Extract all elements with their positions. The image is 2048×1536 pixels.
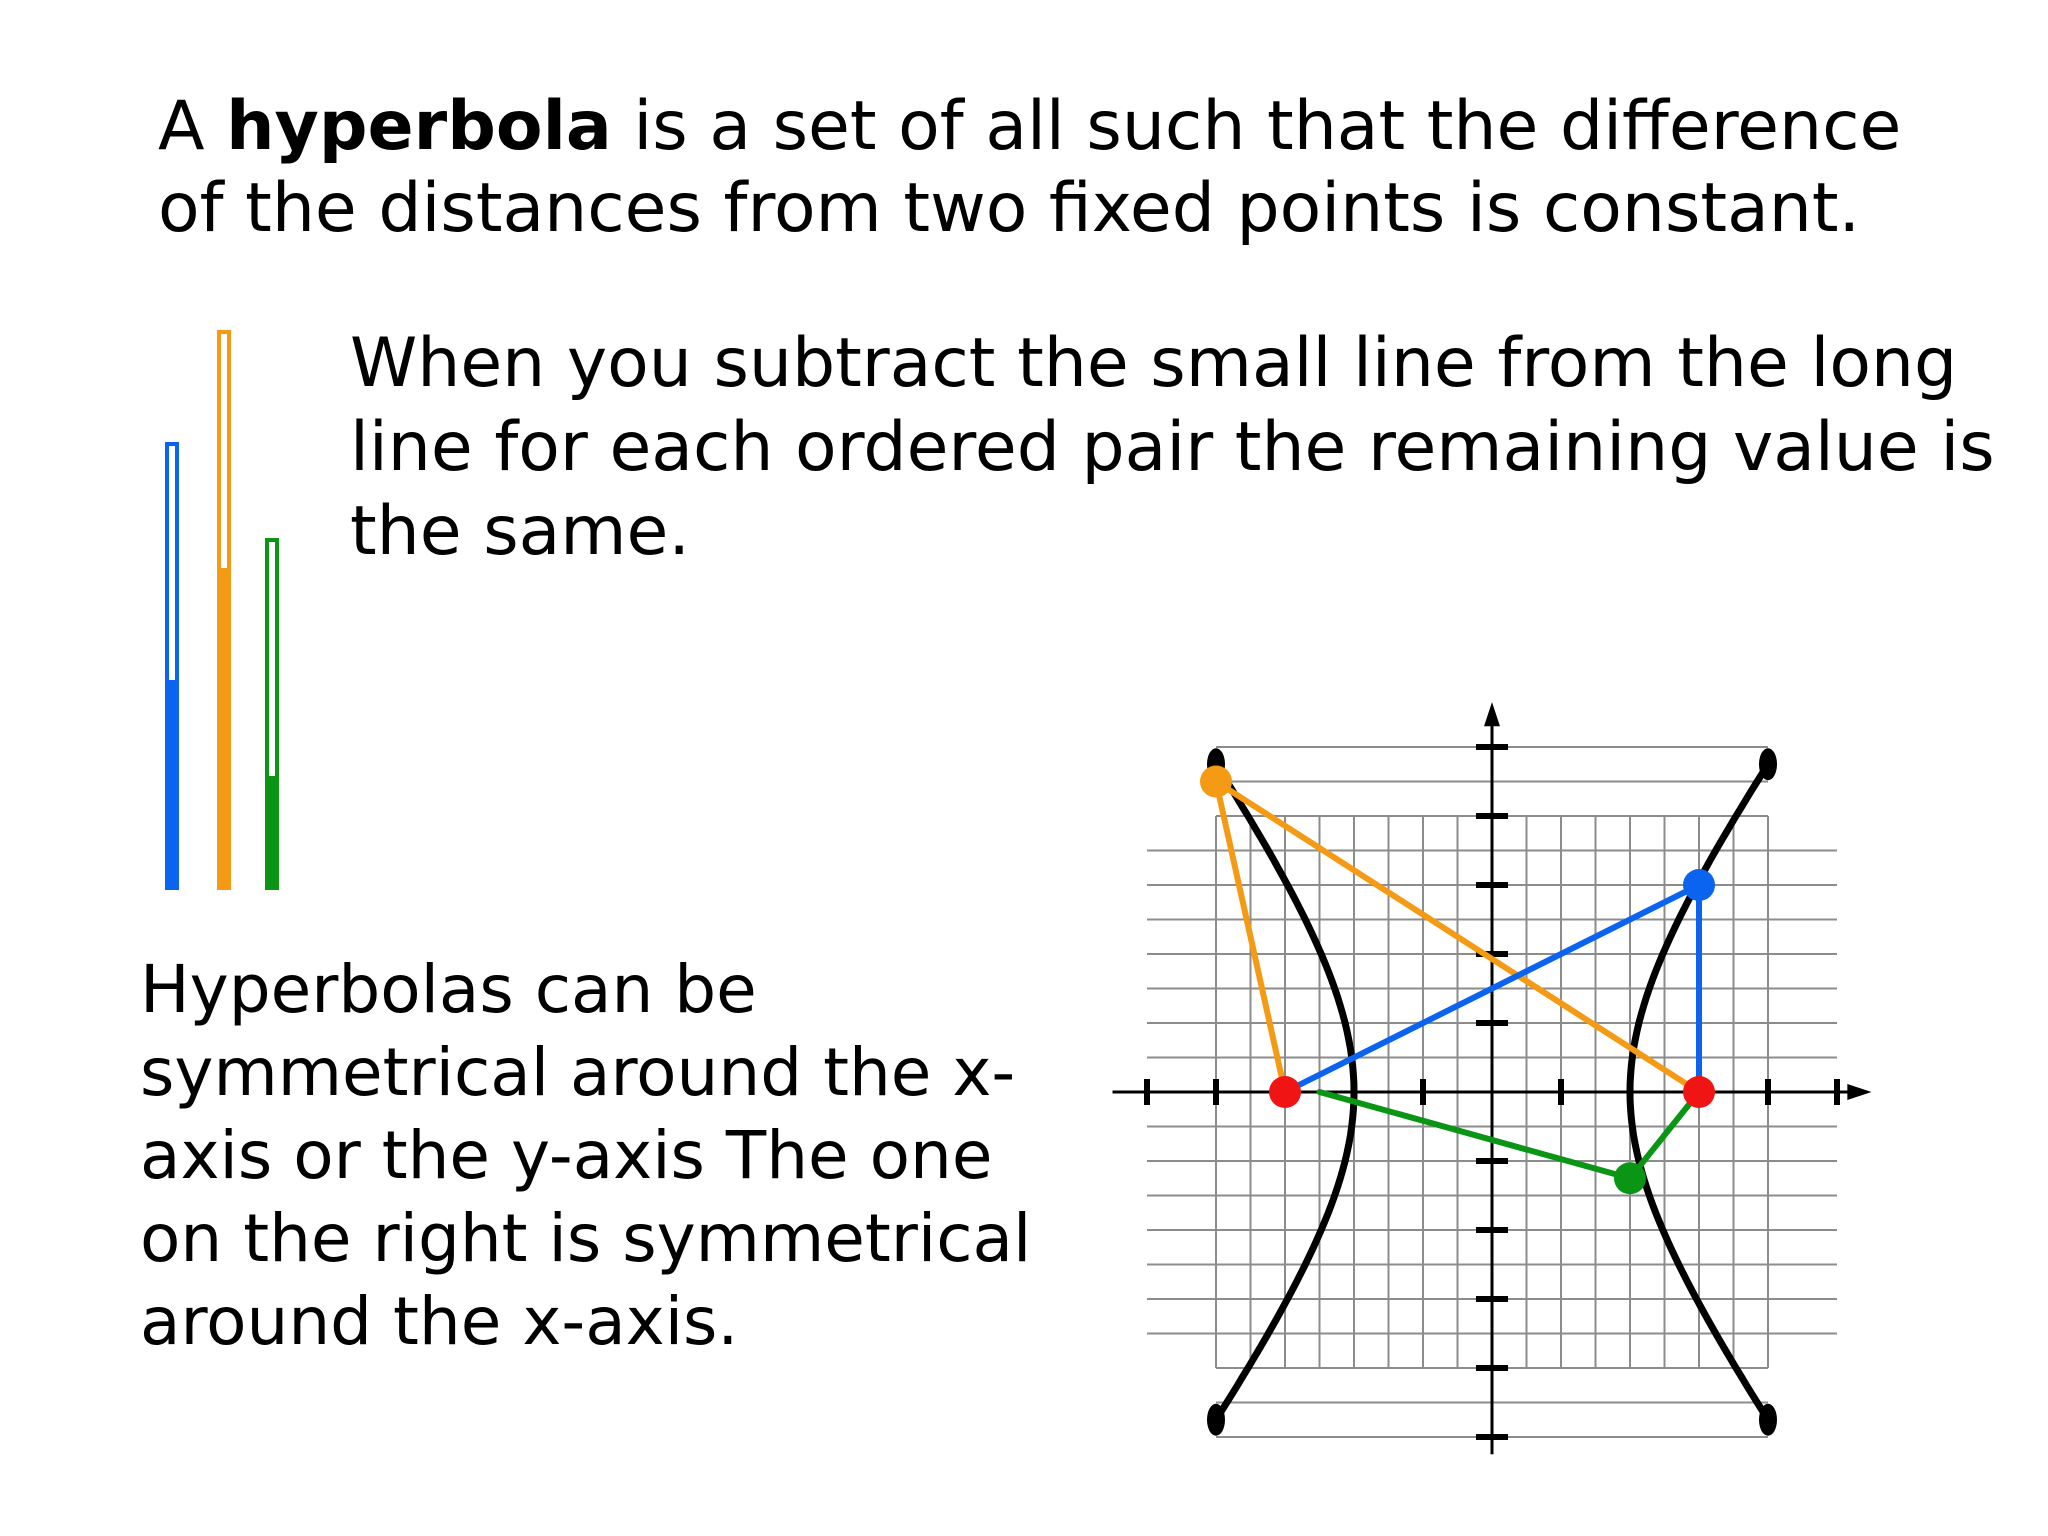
symmetry-note-line-4: on the right is symmetrical	[140, 1200, 1032, 1277]
green-segment-to-left-focus	[1320, 1092, 1631, 1178]
definition-prefix: A	[158, 87, 227, 166]
branch-end-cap	[1207, 1404, 1225, 1436]
hyperbola-term: hyperbola	[226, 87, 612, 166]
subtract-note-line-1: When you subtract the small line from the long	[350, 324, 1958, 403]
symmetry-note-line-1: Hyperbolas can be	[140, 951, 757, 1028]
symmetry-note-line-5: around the x-axis.	[140, 1283, 739, 1360]
right-focus-point	[1683, 1076, 1715, 1108]
definition-line-2: of the distances from two fixed points is constant.	[158, 169, 1861, 248]
x-axis-arrow-icon	[1847, 1084, 1871, 1100]
green-point	[1614, 1162, 1646, 1194]
subtract-note-line-3: the same.	[350, 492, 690, 571]
branch-end-cap	[1759, 748, 1777, 780]
symmetry-note-line-2: symmetrical around the x-	[140, 1034, 1016, 1111]
branch-end-cap	[1759, 1404, 1777, 1436]
blue-point	[1683, 869, 1715, 901]
definition-line-1-rest: is a set of all such that the difference	[611, 87, 1902, 166]
y-axis-arrow-icon	[1484, 702, 1500, 726]
orange-point	[1200, 766, 1232, 798]
subtract-note-line-2: line for each ordered pair the remaining value is	[350, 408, 1995, 487]
left-focus-point	[1269, 1076, 1301, 1108]
symmetry-note-line-3: axis or the y-axis The one	[140, 1117, 993, 1194]
